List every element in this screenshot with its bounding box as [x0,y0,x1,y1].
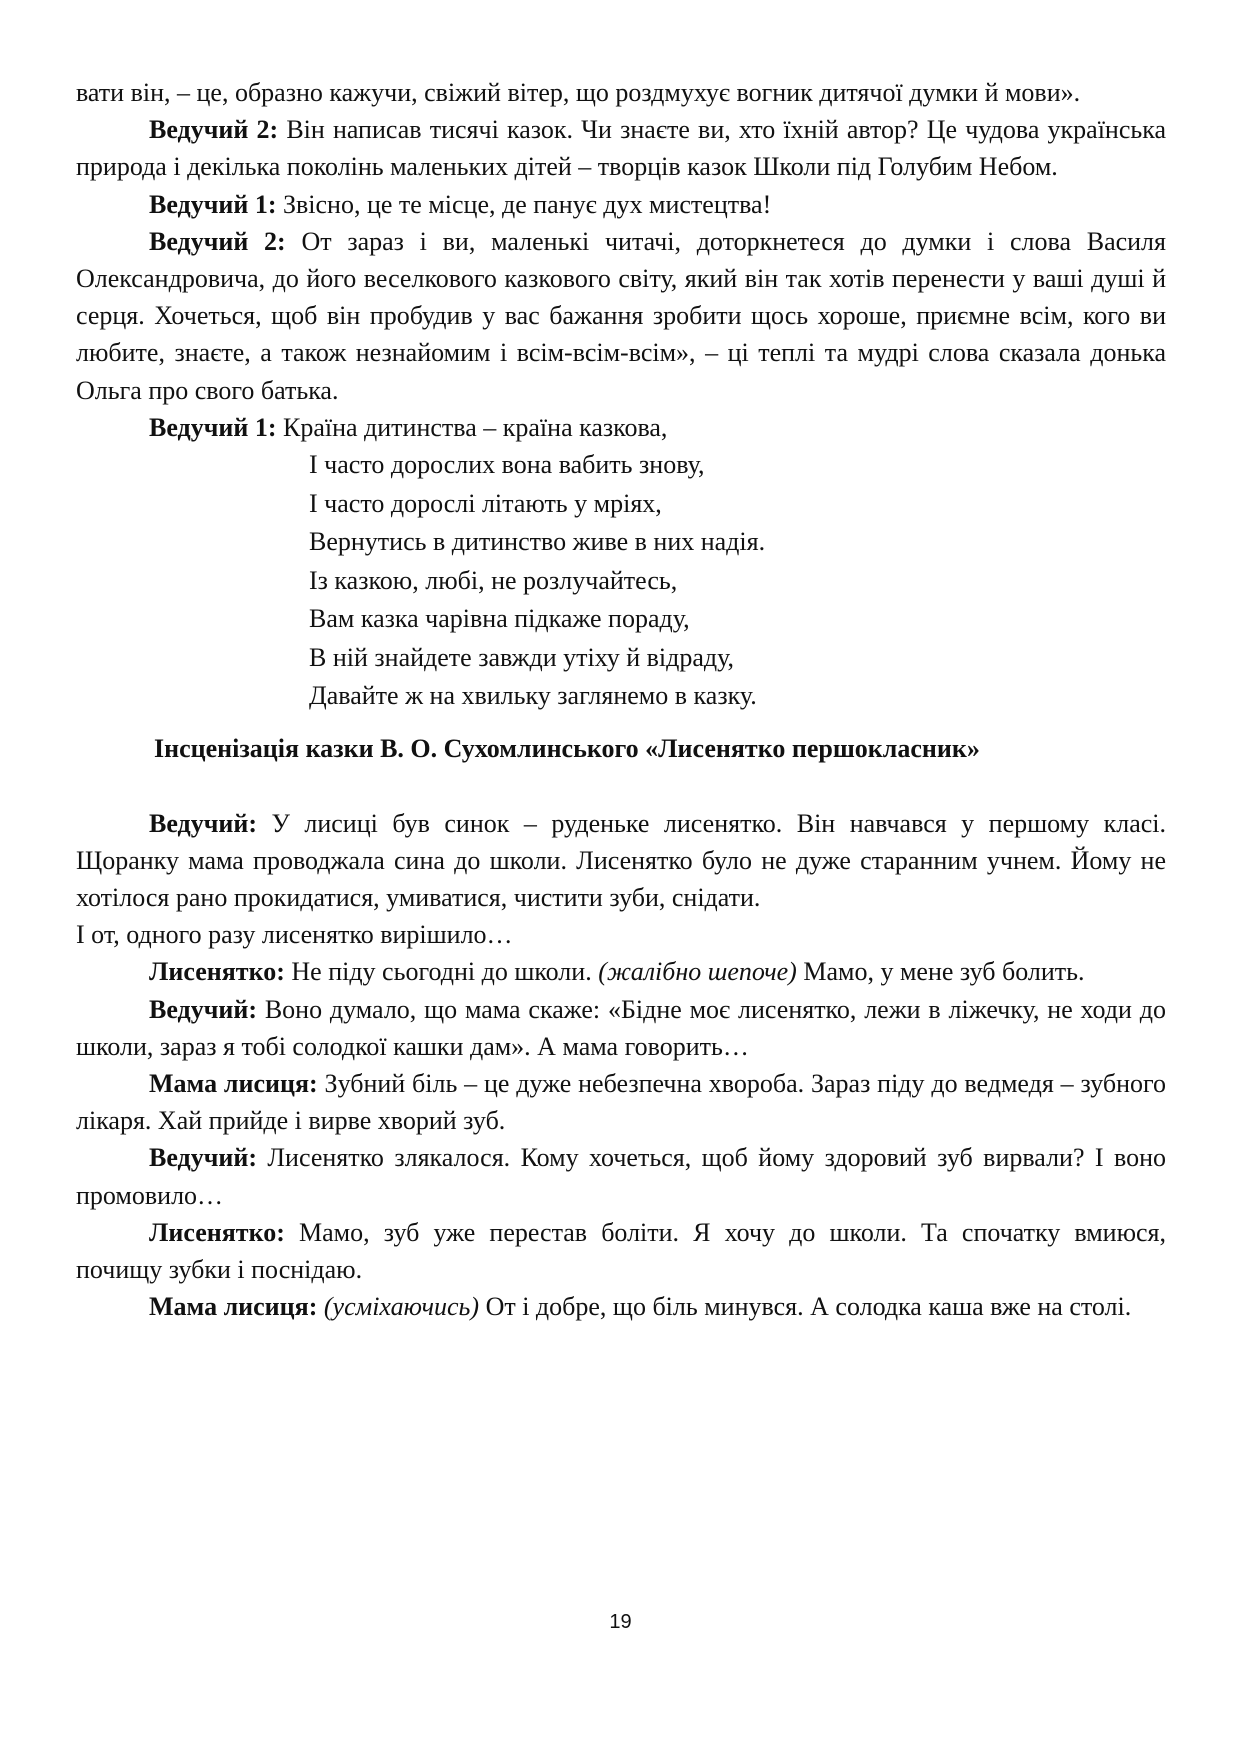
poem-first-line: Країна дитинства – країна казкова, [282,412,668,442]
dialogue-text: Воно думало, що мама скаже: «Бідне моє лисенятко, лежи в ліжечку, не ходи до школи, зараз я тобі солодкої кашки дам». А мама говорить… [76,994,1167,1061]
dialogue-text: От і добре, що біль минувся. А солодка каша вже на столі. [485,1292,1132,1322]
paragraph-dialogue [76,409,1166,446]
dialogue-text: Мамо, у мене зуб болить. [803,957,1085,987]
poem-line: Вам казка чарівна підкаже пораду, [309,604,690,634]
paragraph-dialogue [76,953,1166,990]
narration-text: І от, одного разу лисенятко вирішило… [76,920,513,950]
speaker-label: Лисенятко: [149,1217,285,1247]
paragraph-dialogue [76,991,1166,1065]
dialogue-text: Він написав тисячі казок. Чи знаєте ви, хто їхній автор? Це чудова українська природа і декілька поколінь маленьких дітей – творців казок Школи під Голубим Небом. [76,115,1167,182]
poem-line: Давайте ж на хвильку заглянемо в казку. [309,681,757,711]
dialogue-text: Лисенятко злякалося. Кому хочеться, щоб йому здоровий зуб вирвали? І воно промовило… [76,1143,1167,1210]
stage-direction: (усміхаючись) [323,1292,480,1322]
paragraph-dialogue [76,1288,1166,1325]
stage-direction: (жалібно шепоче) [598,957,797,987]
speaker-label: Ведучий 2: [149,226,286,256]
speaker-label: Ведучий 1: [149,412,277,442]
paragraph-narration [76,916,1166,953]
poem-line: Вернутись в дитинство живе в них надія. [309,527,766,557]
section-heading: Інсценізація казки В. О. Сухомлинського «Лисенятко першокласник» [154,733,980,763]
page-content [76,74,1166,1325]
dialogue-text: Мамо, зуб уже перестав боліти. Я хочу до школи. Та спочатку вмиюся, почищу зубки і поснідаю. [76,1217,1167,1284]
paragraph-dialogue [76,1065,1166,1139]
paragraph-text: вати він, – це, образно кажучи, свіжий вітер, що роздмухує вогник дитячої думки й мови». [76,78,1081,107]
paragraph-dialogue [76,186,1166,223]
speaker-label: Ведучий: [149,1143,257,1173]
paragraph-dialogue [76,1139,1166,1213]
speaker-label: Мама лисиця: [149,1068,318,1098]
poem-block [76,446,1166,716]
speaker-label: Мама лисиця: [149,1292,318,1322]
paragraph-dialogue [76,805,1166,917]
poem-line: І часто дорослих вона вабить знову, [309,450,705,480]
dialogue-text: Зубний біль – це дуже небезпечна хвороба. Зараз піду до ведмедя – зубного лікаря. Хай прийде і вирве хворий зуб. [76,1068,1167,1136]
poem-line: В ній знайдете завжди утіху й відраду, [309,642,735,672]
poem-line: Із казкою, любі, не розлучайтесь, [309,565,678,595]
page-number: 19 [609,1611,632,1633]
dialogue-text: Звісно, це те місце, де панує дух мистецтва! [282,189,772,219]
paragraph-dialogue [76,1214,1166,1288]
speaker-label: Ведучий 1: [149,189,277,219]
speaker-label: Ведучий: [149,808,257,838]
paragraph-continuation [76,74,1166,111]
poem-line: І часто дорослі літають у мріях, [309,488,662,518]
paragraph-dialogue [76,111,1166,185]
dialogue-text: Не піду сьогодні до школи. [291,957,592,987]
speaker-label: Ведучий: [149,994,257,1024]
speaker-label: Ведучий 2: [149,115,279,145]
speaker-label: Лисенятко: [149,957,285,987]
paragraph-dialogue [76,223,1166,409]
dialogue-text: У лисиці був синок – руденьке лисенятко. Він навчався у першому класі. Щоранку мама проводжала сина до школи. Лисенятко було не дуже старанним учнем. Йому не хотілося рано прокидатися, умиватися, чистити зуби, снідати. [76,808,1167,912]
dialogue-text: От зараз і ви, маленькі читачі, доторкнетеся до думки і слова Василя Олександровича, до його веселкового казкового світу, який він так хотів перенести у ваші душі й серця. Хочеться, щоб він пробудив у вас бажання зробити щось хороше, приємне всім, кого ви любите, знаєте, а також незнайомим і всім-всім-всім», – ці теплі та мудрі слова сказала донька Ольга про свого батька. [76,226,1166,405]
